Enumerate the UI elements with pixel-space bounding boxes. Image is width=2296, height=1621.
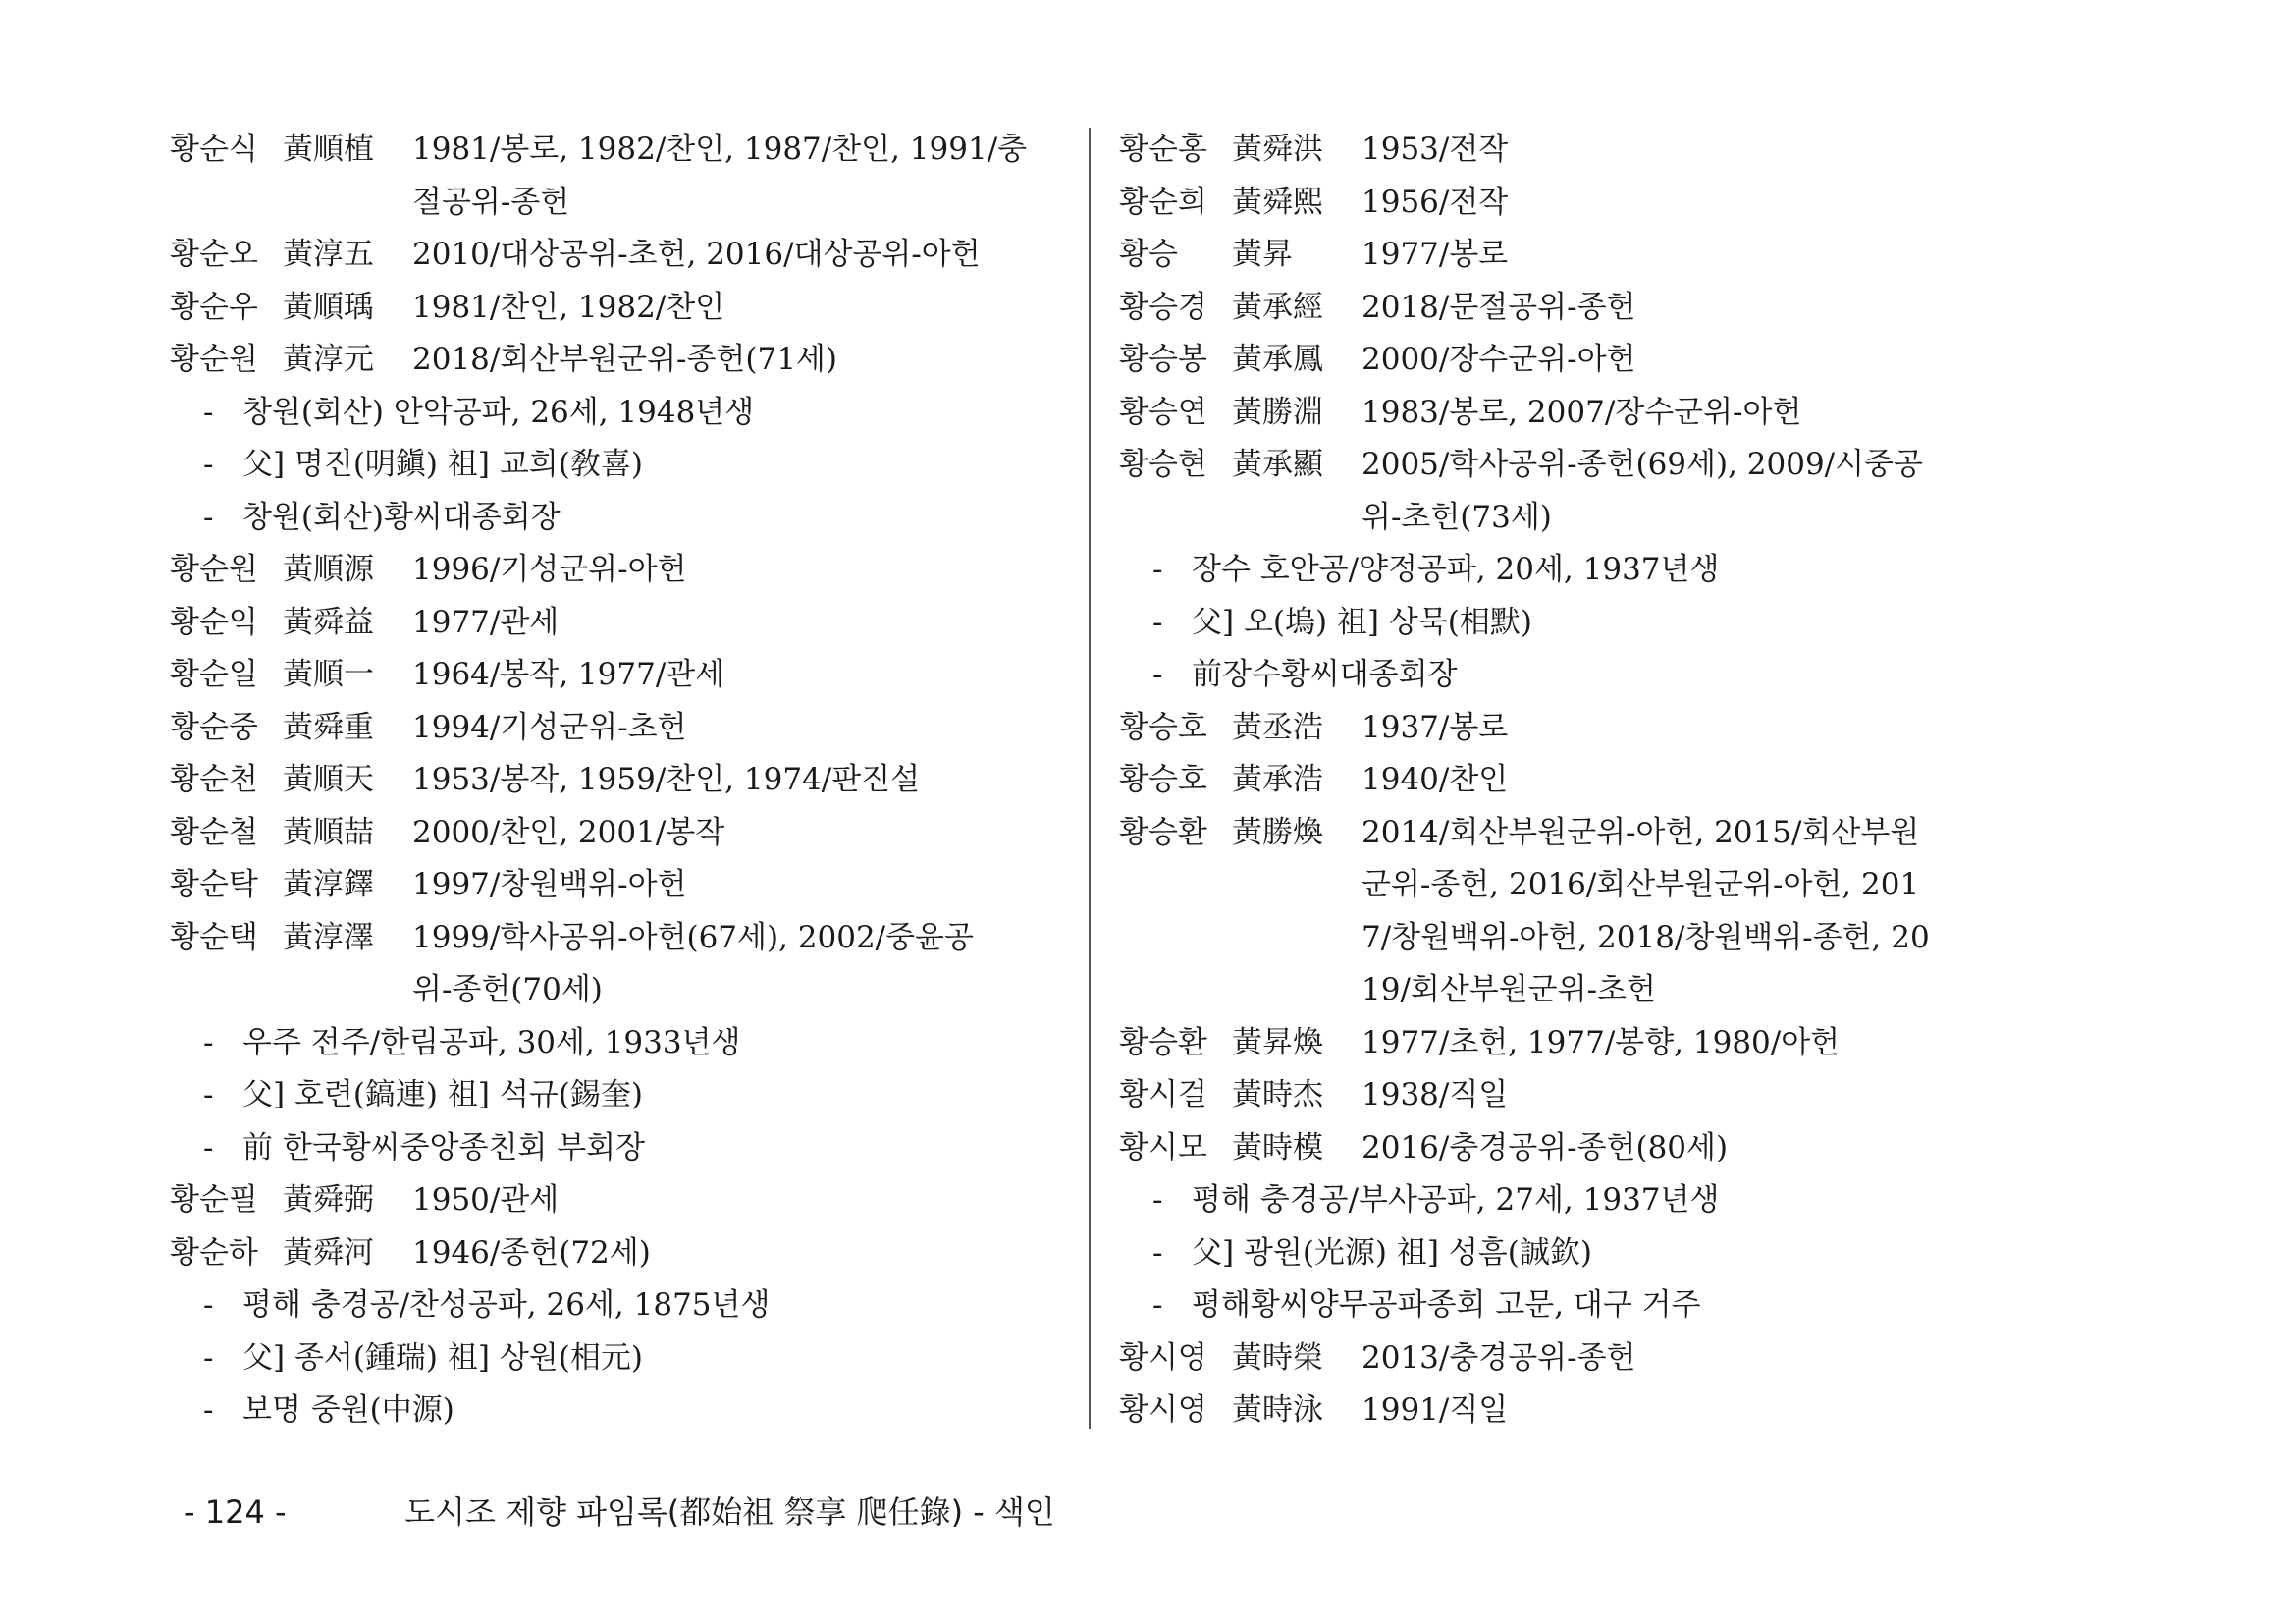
entry-name: 황순홍 [1119, 132, 1207, 167]
entry-record [1362, 1332, 2042, 1385]
detail-text: 우주 전주/한림공파, 30세, 1933년생 [242, 1024, 741, 1060]
detail-text: 창원(회산) 안악공파, 26세, 1948년생 [242, 394, 755, 430]
detail-dash: - [203, 1339, 214, 1376]
record-line: 1950/관세 [412, 1182, 560, 1217]
record-line: 1946/종헌(72세) [412, 1234, 651, 1270]
entry-detail [1119, 649, 2042, 702]
record-line: 1956/전작 [1362, 184, 1509, 220]
entry-record [1362, 387, 2042, 440]
index-entry [1119, 282, 2042, 335]
index-entry [1119, 1384, 2042, 1437]
entry-name: 황시영 [1119, 1339, 1207, 1376]
entry-name: 황순희 [1119, 184, 1207, 220]
book-title: 도시조 제향 파임록(都始祖 祭享 爬任錄) - 색인 [404, 1493, 1055, 1531]
entry-record [412, 282, 1073, 335]
detail-dash: - [1152, 1287, 1163, 1323]
index-entry [1119, 439, 2042, 544]
entry-name: 황순하 [170, 1234, 258, 1270]
entry-record [412, 702, 1073, 755]
entry-record [412, 1174, 1073, 1227]
column-divider [1089, 128, 1091, 1429]
entry-detail [170, 1279, 1073, 1332]
entry-name: 황순철 [170, 814, 258, 850]
record-line: 1981/봉로, 1982/찬인, 1987/찬인, 1991/충 [412, 132, 1028, 167]
entry-name: 황시걸 [1119, 1077, 1207, 1112]
index-entry [1119, 702, 2042, 755]
record-line: 1977/봉로 [1362, 237, 1509, 272]
entry-name: 황승현 [1119, 447, 1207, 482]
detail-text: 父] 명진(明鎭) 祖] 교희(敎喜) [242, 447, 643, 482]
detail-text: 평해황씨양무공파종회 고문, 대구 거주 [1192, 1287, 1701, 1323]
detail-text: 보명 중원(中源) [242, 1392, 454, 1428]
entry-hanja: 黃勝煥 [1232, 814, 1323, 850]
index-entry [170, 597, 1073, 650]
record-line: 1937/봉로 [1362, 709, 1509, 745]
entry-hanja: 黃順瑀 [283, 289, 374, 325]
detail-text: 前 한국황씨중앙종친회 부회장 [242, 1129, 646, 1165]
entry-name: 황시모 [1119, 1129, 1207, 1165]
entry-record [1362, 334, 2042, 387]
entry-hanja: 黃勝淵 [1232, 394, 1323, 430]
entry-record [1362, 1017, 2042, 1070]
entry-name: 황순우 [170, 289, 258, 325]
record-line: 2018/회산부원군위-종헌(71세) [412, 342, 837, 377]
entry-hanja: 黃舜重 [283, 709, 374, 745]
entry-record [412, 229, 1073, 282]
entry-hanja: 黃承顯 [1232, 447, 1323, 482]
entry-record [1362, 124, 2042, 177]
detail-dash: - [1152, 657, 1163, 692]
entry-record [1362, 282, 2042, 335]
detail-dash: - [1152, 604, 1163, 640]
index-entry [170, 702, 1073, 755]
entry-name: 황순중 [170, 709, 258, 745]
detail-text: 父] 호련(鎬連) 祖] 석규(錫奎) [242, 1077, 643, 1112]
index-entry [1119, 1069, 2042, 1122]
entry-name: 황순필 [170, 1182, 258, 1217]
entry-name: 황순원 [170, 342, 258, 377]
entry-hanja: 黃淳澤 [283, 919, 374, 955]
index-entry [170, 649, 1073, 702]
record-line: 19/회산부원군위-초헌 [1362, 972, 1656, 1007]
entry-hanja: 黃順源 [283, 552, 374, 587]
record-line: 2014/회산부원군위-아헌, 2015/회산부원 [1362, 814, 1920, 850]
record-line: 1953/봉작, 1959/찬인, 1974/판진설 [412, 762, 921, 797]
record-line: 위-종헌(70세) [412, 972, 603, 1007]
entry-hanja: 黃時泳 [1232, 1392, 1323, 1428]
index-entry [170, 1227, 1073, 1280]
index-entry [170, 334, 1073, 387]
entry-record [412, 859, 1073, 912]
entry-record [412, 124, 1073, 229]
entry-record [412, 597, 1073, 650]
index-entry [170, 124, 1073, 229]
entry-hanja: 黃承浩 [1232, 762, 1323, 797]
entry-detail [1119, 544, 2042, 597]
record-line: 2016/충경공위-종헌(80세) [1362, 1129, 1729, 1165]
index-entry [170, 544, 1073, 597]
detail-dash: - [203, 499, 214, 535]
entry-detail [1119, 1279, 2042, 1332]
record-line: 2000/장수군위-아헌 [1362, 342, 1636, 377]
entry-hanja: 黃順喆 [283, 814, 374, 850]
entry-detail [170, 1122, 1073, 1175]
entry-hanja: 黃淳鐸 [283, 867, 374, 902]
entry-hanja: 黃舜熙 [1232, 184, 1323, 220]
entry-name: 황순익 [170, 604, 258, 640]
detail-dash: - [203, 447, 214, 482]
entry-name: 황시영 [1119, 1392, 1207, 1428]
index-entry [1119, 334, 2042, 387]
record-line: 1999/학사공위-아헌(67세), 2002/중윤공 [412, 919, 974, 955]
index-entry [1119, 177, 2042, 230]
record-line: 1991/직일 [1362, 1392, 1509, 1428]
entry-record [1362, 1384, 2042, 1437]
record-line: 1953/전작 [1362, 132, 1509, 167]
record-line: 2005/학사공위-종헌(69세), 2009/시중공 [1362, 447, 1923, 482]
detail-text: 前장수황씨대종회장 [1192, 657, 1458, 692]
record-line: 1996/기성군위-아헌 [412, 552, 687, 587]
entry-hanja: 黃承鳳 [1232, 342, 1323, 377]
entry-record [412, 334, 1073, 387]
entry-record [1362, 1069, 2042, 1122]
entry-name: 황순식 [170, 132, 258, 167]
index-entry [1119, 807, 2042, 1017]
entry-hanja: 黃時榮 [1232, 1339, 1323, 1376]
index-entry [170, 1174, 1073, 1227]
detail-dash: - [203, 1129, 214, 1165]
record-line: 1977/초헌, 1977/봉향, 1980/아헌 [1362, 1024, 1841, 1060]
detail-dash: - [1152, 1182, 1163, 1217]
entry-hanja: 黃時模 [1232, 1129, 1323, 1165]
entry-record [412, 1227, 1073, 1280]
entry-name: 황승호 [1119, 762, 1207, 797]
entry-record [1362, 702, 2042, 755]
entry-hanja: 黃順一 [283, 657, 374, 692]
entry-record [1362, 229, 2042, 282]
entry-name: 황승환 [1119, 1024, 1207, 1060]
index-entry [1119, 124, 2042, 177]
detail-text: 창원(회산)황씨대종회장 [242, 499, 561, 535]
record-line: 절공위-종헌 [412, 184, 570, 220]
entry-record [412, 754, 1073, 807]
page-number: - 124 - [184, 1493, 287, 1531]
detail-dash: - [203, 1024, 214, 1060]
entry-record [412, 807, 1073, 860]
index-entry [1119, 1122, 2042, 1175]
index-entry [170, 754, 1073, 807]
entry-record [412, 544, 1073, 597]
entry-hanja: 黃昇煥 [1232, 1024, 1323, 1060]
entry-record [1362, 177, 2042, 230]
entry-detail [1119, 1227, 2042, 1280]
detail-dash: - [203, 1077, 214, 1112]
entry-record [1362, 807, 2042, 1017]
index-entry [1119, 1332, 2042, 1385]
detail-text: 평해 충경공/부사공파, 27세, 1937년생 [1192, 1182, 1720, 1217]
entry-name: 황승경 [1119, 289, 1207, 325]
record-line: 2010/대상공위-초헌, 2016/대상공위-아헌 [412, 237, 981, 272]
entry-record [1362, 754, 2042, 807]
entry-name: 황순탁 [170, 867, 258, 902]
index-entry [170, 282, 1073, 335]
detail-text: 장수 호안공/양정공파, 20세, 1937년생 [1192, 552, 1720, 587]
index-entry [1119, 229, 2042, 282]
record-line: 위-초헌(73세) [1362, 499, 1552, 535]
entry-detail [170, 492, 1073, 545]
index-entry [170, 229, 1073, 282]
index-entry [1119, 1017, 2042, 1070]
entry-name: 황순천 [170, 762, 258, 797]
detail-dash: - [203, 394, 214, 430]
record-line: 1983/봉로, 2007/장수군위-아헌 [1362, 394, 1802, 430]
record-line: 1994/기성군위-초헌 [412, 709, 687, 745]
detail-dash: - [203, 1392, 214, 1428]
right-column [1119, 124, 2042, 1437]
entry-name: 황순오 [170, 237, 258, 272]
entry-detail [170, 1017, 1073, 1070]
index-entry [170, 859, 1073, 912]
record-line: 1964/봉작, 1977/관세 [412, 657, 725, 692]
entry-hanja: 黃舜益 [283, 604, 374, 640]
record-line: 2013/충경공위-종헌 [1362, 1339, 1636, 1376]
entry-detail [170, 1069, 1073, 1122]
index-entry [170, 912, 1073, 1017]
entry-detail [170, 387, 1073, 440]
entry-record [412, 912, 1073, 1017]
entry-hanja: 黃舜洪 [1232, 132, 1323, 167]
record-line: 1981/찬인, 1982/찬인 [412, 289, 725, 325]
entry-detail [1119, 597, 2042, 650]
entry-hanja: 黃順植 [283, 132, 374, 167]
detail-text: 父] 광원(光源) 祖] 성흠(誠欽) [1192, 1234, 1592, 1270]
entry-hanja: 黃淳元 [283, 342, 374, 377]
entry-name: 황승 [1119, 237, 1178, 272]
index-entry [1119, 387, 2042, 440]
record-line: 1977/관세 [412, 604, 560, 640]
record-line: 7/창원백위-아헌, 2018/창원백위-종헌, 20 [1362, 919, 1930, 955]
entry-detail [170, 1384, 1073, 1437]
entry-hanja: 黃承經 [1232, 289, 1323, 325]
record-line: 2018/문절공위-종헌 [1362, 289, 1636, 325]
record-line: 1997/창원백위-아헌 [412, 867, 687, 902]
detail-text: 父] 오(塢) 祖] 상묵(相默) [1192, 604, 1532, 640]
detail-dash: - [1152, 1234, 1163, 1270]
entry-hanja: 黃時杰 [1232, 1077, 1323, 1112]
entry-hanja: 黃舜弼 [283, 1182, 374, 1217]
page-footer [184, 1487, 1055, 1533]
entry-name: 황승연 [1119, 394, 1207, 430]
entry-record [1362, 1122, 2042, 1175]
entry-record [412, 649, 1073, 702]
detail-dash: - [1152, 552, 1163, 587]
entry-name: 황순원 [170, 552, 258, 587]
entry-hanja: 黃丞浩 [1232, 709, 1323, 745]
entry-hanja: 黃舜河 [283, 1234, 374, 1270]
entry-name: 황순일 [170, 657, 258, 692]
index-entry [1119, 754, 2042, 807]
entry-name: 황승환 [1119, 814, 1207, 850]
entry-detail [170, 1332, 1073, 1385]
detail-text: 평해 충경공/찬성공파, 26세, 1875년생 [242, 1287, 771, 1323]
entry-detail [1119, 1174, 2042, 1227]
record-line: 1938/직일 [1362, 1077, 1509, 1112]
entry-name: 황승호 [1119, 709, 1207, 745]
record-line: 2000/찬인, 2001/봉작 [412, 814, 725, 850]
left-column [170, 124, 1073, 1437]
entry-name: 황순택 [170, 919, 258, 955]
entry-hanja: 黃昇 [1232, 237, 1293, 272]
entry-name: 황승봉 [1119, 342, 1207, 377]
detail-dash: - [203, 1287, 214, 1323]
record-line: 군위-종헌, 2016/회산부원군위-아헌, 201 [1362, 867, 1920, 902]
detail-text: 父] 종서(鍾瑞) 祖] 상원(相元) [242, 1339, 643, 1376]
record-line: 1940/찬인 [1362, 762, 1509, 797]
entry-hanja: 黃順天 [283, 762, 374, 797]
index-entry [170, 807, 1073, 860]
entry-detail [170, 439, 1073, 492]
entry-record [1362, 439, 2042, 544]
entry-hanja: 黃淳五 [283, 237, 374, 272]
